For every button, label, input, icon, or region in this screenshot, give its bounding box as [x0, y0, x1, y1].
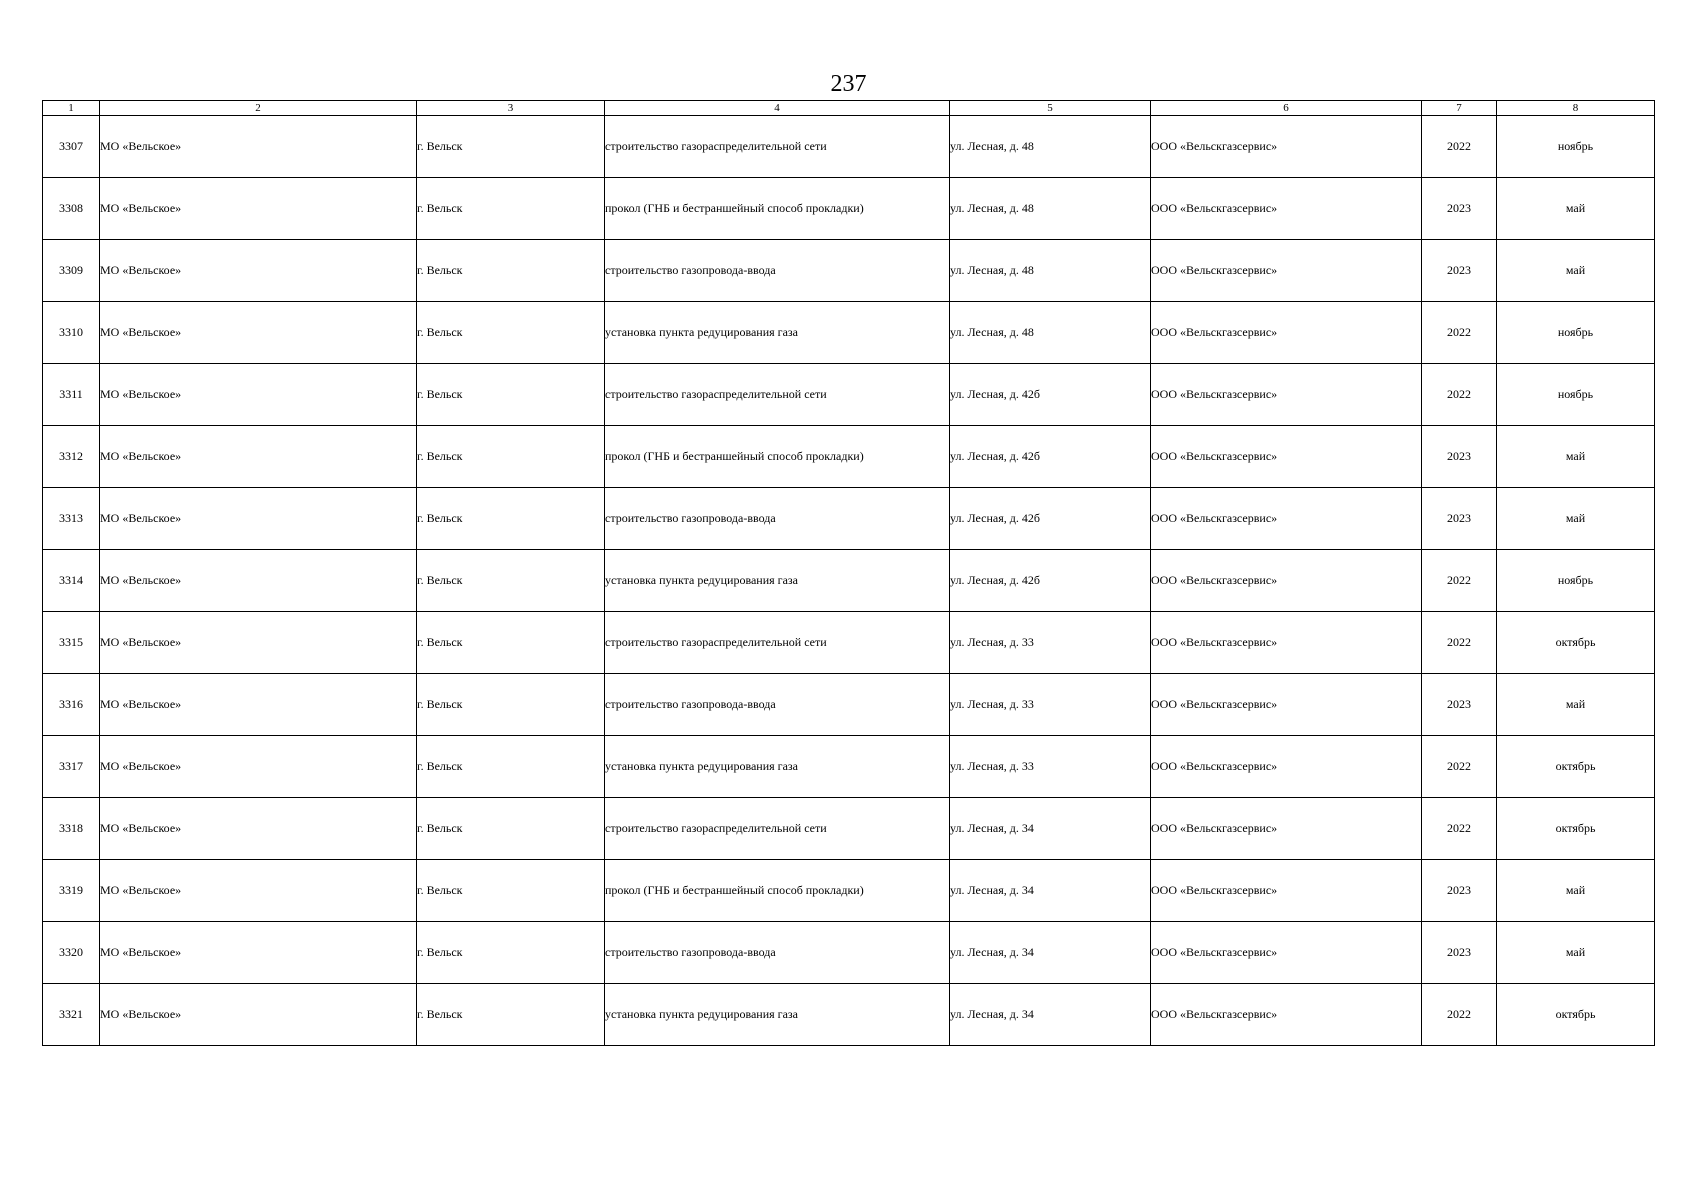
work-type-cell: установка пункта редуцирования газа: [605, 984, 950, 1046]
table-row: [43, 612, 1655, 674]
row-number-cell: 3314: [43, 550, 100, 612]
address-cell: ул. Лесная, д. 34: [950, 860, 1151, 922]
table-row: [43, 922, 1655, 984]
organization-cell: ООО «Вельскгазсервис»: [1151, 488, 1422, 550]
page-number: 237: [830, 71, 867, 97]
address-cell: ул. Лесная, д. 33: [950, 674, 1151, 736]
settlement-cell: г. Вельск: [417, 984, 605, 1046]
address-cell: ул. Лесная, д. 48: [950, 116, 1151, 178]
address-cell: ул. Лесная, д. 34: [950, 984, 1151, 1046]
settlement-cell: г. Вельск: [417, 612, 605, 674]
settlement-cell: г. Вельск: [417, 674, 605, 736]
work-type-cell: строительство газораспределительной сети: [605, 798, 950, 860]
organization-cell: ООО «Вельскгазсервис»: [1151, 798, 1422, 860]
work-type-cell: прокол (ГНБ и бестраншейный способ прокладки): [605, 426, 950, 488]
year-cell: 2022: [1422, 612, 1497, 674]
table-row: [43, 116, 1655, 178]
settlement-cell: г. Вельск: [417, 364, 605, 426]
month-cell: ноябрь: [1497, 364, 1655, 426]
table-row: [43, 550, 1655, 612]
month-cell: май: [1497, 922, 1655, 984]
table-row: [43, 860, 1655, 922]
work-type-cell: установка пункта редуцирования газа: [605, 550, 950, 612]
settlement-cell: г. Вельск: [417, 860, 605, 922]
settlement-cell: г. Вельск: [417, 922, 605, 984]
month-cell: ноябрь: [1497, 302, 1655, 364]
address-cell: ул. Лесная, д. 48: [950, 302, 1151, 364]
organization-cell: ООО «Вельскгазсервис»: [1151, 612, 1422, 674]
month-cell: май: [1497, 488, 1655, 550]
column-header: 6: [1151, 101, 1422, 116]
settlement-cell: г. Вельск: [417, 798, 605, 860]
year-cell: 2022: [1422, 302, 1497, 364]
municipality-cell: МО «Вельское»: [100, 736, 417, 798]
row-number-cell: 3309: [43, 240, 100, 302]
municipality-cell: МО «Вельское»: [100, 116, 417, 178]
settlement-cell: г. Вельск: [417, 116, 605, 178]
settlement-cell: г. Вельск: [417, 178, 605, 240]
organization-cell: ООО «Вельскгазсервис»: [1151, 116, 1422, 178]
municipality-cell: МО «Вельское»: [100, 612, 417, 674]
municipality-cell: МО «Вельское»: [100, 302, 417, 364]
row-number-cell: 3311: [43, 364, 100, 426]
organization-cell: ООО «Вельскгазсервис»: [1151, 674, 1422, 736]
row-number-cell: 3317: [43, 736, 100, 798]
municipality-cell: МО «Вельское»: [100, 178, 417, 240]
municipality-cell: МО «Вельское»: [100, 860, 417, 922]
address-cell: ул. Лесная, д. 42б: [950, 426, 1151, 488]
month-cell: октябрь: [1497, 984, 1655, 1046]
row-number-cell: 3312: [43, 426, 100, 488]
column-header: 4: [605, 101, 950, 116]
year-cell: 2022: [1422, 798, 1497, 860]
work-type-cell: строительство газораспределительной сети: [605, 612, 950, 674]
municipality-cell: МО «Вельское»: [100, 364, 417, 426]
month-cell: май: [1497, 860, 1655, 922]
row-number-cell: 3319: [43, 860, 100, 922]
municipality-cell: МО «Вельское»: [100, 426, 417, 488]
address-cell: ул. Лесная, д. 42б: [950, 364, 1151, 426]
organization-cell: ООО «Вельскгазсервис»: [1151, 860, 1422, 922]
month-cell: май: [1497, 240, 1655, 302]
year-cell: 2023: [1422, 240, 1497, 302]
address-cell: ул. Лесная, д. 33: [950, 736, 1151, 798]
work-type-cell: строительство газопровода-ввода: [605, 488, 950, 550]
column-header: 8: [1497, 101, 1655, 116]
column-number-row: [43, 101, 1655, 116]
work-type-cell: строительство газораспределительной сети: [605, 364, 950, 426]
row-number-cell: 3321: [43, 984, 100, 1046]
municipality-cell: МО «Вельское»: [100, 984, 417, 1046]
month-cell: май: [1497, 426, 1655, 488]
municipality-cell: МО «Вельское»: [100, 922, 417, 984]
organization-cell: ООО «Вельскгазсервис»: [1151, 984, 1422, 1046]
table-row: [43, 984, 1655, 1046]
row-number-cell: 3315: [43, 612, 100, 674]
organization-cell: ООО «Вельскгазсервис»: [1151, 240, 1422, 302]
municipality-cell: МО «Вельское»: [100, 674, 417, 736]
year-cell: 2023: [1422, 674, 1497, 736]
organization-cell: ООО «Вельскгазсервис»: [1151, 922, 1422, 984]
work-type-cell: строительство газопровода-ввода: [605, 240, 950, 302]
municipality-cell: МО «Вельское»: [100, 798, 417, 860]
table-row: [43, 736, 1655, 798]
year-cell: 2023: [1422, 178, 1497, 240]
works-table: [42, 100, 1655, 1046]
year-cell: 2023: [1422, 426, 1497, 488]
row-number-cell: 3320: [43, 922, 100, 984]
address-cell: ул. Лесная, д. 48: [950, 178, 1151, 240]
work-type-cell: строительство газопровода-ввода: [605, 674, 950, 736]
table-row: [43, 798, 1655, 860]
organization-cell: ООО «Вельскгазсервис»: [1151, 426, 1422, 488]
row-number-cell: 3310: [43, 302, 100, 364]
column-header: 3: [417, 101, 605, 116]
address-cell: ул. Лесная, д. 34: [950, 922, 1151, 984]
organization-cell: ООО «Вельскгазсервис»: [1151, 302, 1422, 364]
table-row: [43, 302, 1655, 364]
settlement-cell: г. Вельск: [417, 426, 605, 488]
year-cell: 2022: [1422, 116, 1497, 178]
table-row: [43, 488, 1655, 550]
year-cell: 2022: [1422, 736, 1497, 798]
table-row: [43, 364, 1655, 426]
table-row: [43, 426, 1655, 488]
year-cell: 2023: [1422, 860, 1497, 922]
year-cell: 2022: [1422, 984, 1497, 1046]
column-header: 7: [1422, 101, 1497, 116]
municipality-cell: МО «Вельское»: [100, 550, 417, 612]
column-header: 5: [950, 101, 1151, 116]
organization-cell: ООО «Вельскгазсервис»: [1151, 178, 1422, 240]
month-cell: октябрь: [1497, 798, 1655, 860]
settlement-cell: г. Вельск: [417, 240, 605, 302]
row-number-cell: 3308: [43, 178, 100, 240]
municipality-cell: МО «Вельское»: [100, 488, 417, 550]
settlement-cell: г. Вельск: [417, 550, 605, 612]
year-cell: 2023: [1422, 922, 1497, 984]
work-type-cell: прокол (ГНБ и бестраншейный способ прокладки): [605, 860, 950, 922]
year-cell: 2022: [1422, 364, 1497, 426]
address-cell: ул. Лесная, д. 42б: [950, 488, 1151, 550]
address-cell: ул. Лесная, д. 48: [950, 240, 1151, 302]
column-header: 1: [43, 101, 100, 116]
work-type-cell: прокол (ГНБ и бестраншейный способ прокладки): [605, 178, 950, 240]
table-row: [43, 674, 1655, 736]
address-cell: ул. Лесная, д. 34: [950, 798, 1151, 860]
address-cell: ул. Лесная, д. 33: [950, 612, 1151, 674]
month-cell: май: [1497, 178, 1655, 240]
month-cell: ноябрь: [1497, 550, 1655, 612]
row-number-cell: 3316: [43, 674, 100, 736]
table-row: [43, 240, 1655, 302]
column-header: 2: [100, 101, 417, 116]
organization-cell: ООО «Вельскгазсервис»: [1151, 550, 1422, 612]
settlement-cell: г. Вельск: [417, 302, 605, 364]
month-cell: ноябрь: [1497, 116, 1655, 178]
row-number-cell: 3313: [43, 488, 100, 550]
work-type-cell: строительство газораспределительной сети: [605, 116, 950, 178]
month-cell: октябрь: [1497, 612, 1655, 674]
address-cell: ул. Лесная, д. 42б: [950, 550, 1151, 612]
year-cell: 2023: [1422, 488, 1497, 550]
settlement-cell: г. Вельск: [417, 736, 605, 798]
row-number-cell: 3307: [43, 116, 100, 178]
year-cell: 2022: [1422, 550, 1497, 612]
work-type-cell: установка пункта редуцирования газа: [605, 302, 950, 364]
work-type-cell: установка пункта редуцирования газа: [605, 736, 950, 798]
table-row: [43, 178, 1655, 240]
work-type-cell: строительство газопровода-ввода: [605, 922, 950, 984]
organization-cell: ООО «Вельскгазсервис»: [1151, 364, 1422, 426]
organization-cell: ООО «Вельскгазсервис»: [1151, 736, 1422, 798]
row-number-cell: 3318: [43, 798, 100, 860]
month-cell: май: [1497, 674, 1655, 736]
month-cell: октябрь: [1497, 736, 1655, 798]
municipality-cell: МО «Вельское»: [100, 240, 417, 302]
settlement-cell: г. Вельск: [417, 488, 605, 550]
table-body: [43, 116, 1655, 1046]
